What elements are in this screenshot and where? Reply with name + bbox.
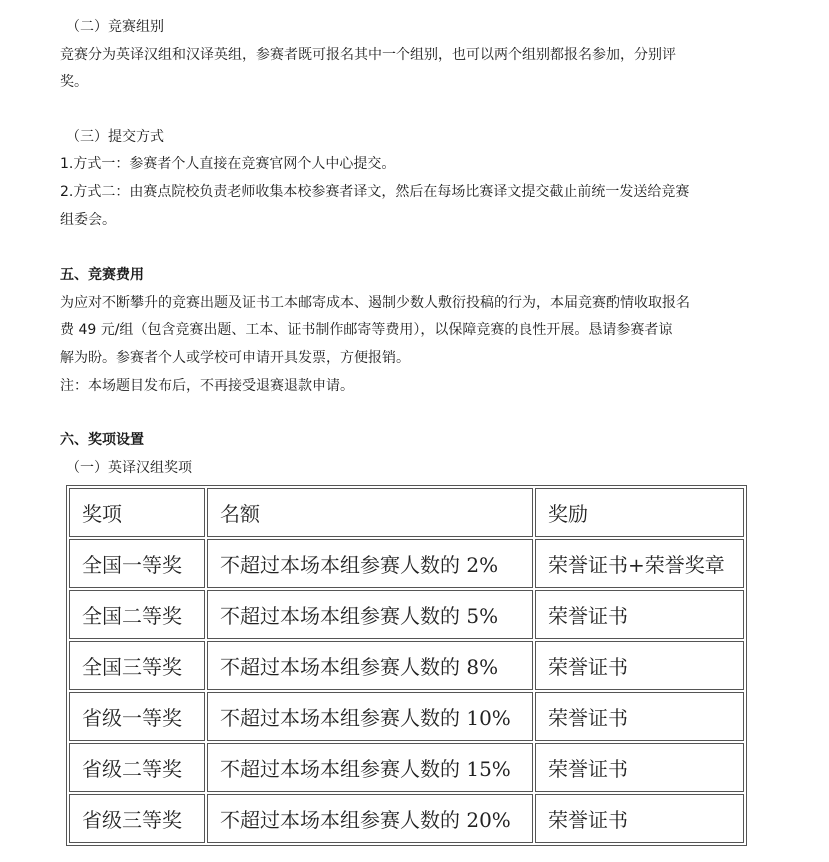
award-quota-cell: 不超过本场本组参赛人数的 20% <box>207 794 533 843</box>
group-heading: （二）竞赛组别 <box>66 19 164 35</box>
submit-line-2b: 组委会。 <box>60 211 116 228</box>
award-prize-cell: 荣誉证书 <box>535 743 744 792</box>
table-row <box>69 539 744 588</box>
table-header-cell: 名额 <box>207 488 533 537</box>
spacer <box>60 234 760 262</box>
table-header-row <box>69 488 744 537</box>
award-quota-cell: 不超过本场本组参赛人数的 10% <box>207 692 533 741</box>
award-prize-cell: 荣誉证书 <box>535 590 744 639</box>
fee-line-3: 解为盼。参赛者个人或学校可申请开具发票，方便报销。 <box>60 349 410 366</box>
table-row <box>69 794 744 843</box>
award-name-cell: 全国一等奖 <box>69 539 205 588</box>
award-quota-cell: 不超过本场本组参赛人数的 8% <box>207 641 533 690</box>
award-name-cell: 省级三等奖 <box>69 794 205 843</box>
submit-line-1: 1.方式一：参赛者个人直接在竞赛官网个人中心提交。 <box>60 156 396 173</box>
award-name-cell: 全国三等奖 <box>69 641 205 690</box>
awards-sub-heading: （一）英译汉组奖项 <box>66 459 192 476</box>
award-name-cell: 全国二等奖 <box>69 590 205 639</box>
award-prize-cell: 荣誉证书 <box>535 641 744 690</box>
award-prize-cell: 荣誉证书 <box>535 692 744 741</box>
table-row <box>69 692 744 741</box>
document-body <box>60 14 760 482</box>
awards-heading: 六、奖项设置 <box>60 432 144 449</box>
award-name-cell: 省级二等奖 <box>69 743 205 792</box>
table-header-cell: 奖励 <box>535 488 744 537</box>
award-prize-cell: 荣誉证书+荣誉奖章 <box>535 539 744 588</box>
fee-heading: 五、竞赛费用 <box>60 267 144 284</box>
table-row <box>69 590 744 639</box>
fee-line-2: 费 49 元/组（包含竞赛出题、工本、证书制作邮寄等费用），以保障竞赛的良性开展。恳请参赛者谅 <box>60 322 673 339</box>
group-body-line-2: 奖。 <box>60 74 88 91</box>
fee-line-1: 为应对不断攀升的竞赛出题及证书工本邮寄成本、遏制少数人敷衍投稿的行为，本届竞赛酌情收取报名 <box>60 294 690 311</box>
award-prize-cell: 荣誉证书 <box>535 794 744 843</box>
table-row <box>69 641 744 690</box>
spacer <box>60 400 760 427</box>
award-name-cell: 省级一等奖 <box>69 692 205 741</box>
table-header-cell: 奖项 <box>69 488 205 537</box>
spacer <box>60 97 760 124</box>
table-row <box>69 743 744 792</box>
award-table <box>66 485 747 846</box>
group-body-line-1: 竞赛分为英译汉组和汉译英组，参赛者既可报名其中一个组别，也可以两个组别都报名参加，分别评 <box>60 46 676 63</box>
award-quota-cell: 不超过本场本组参赛人数的 5% <box>207 590 533 639</box>
award-quota-cell: 不超过本场本组参赛人数的 15% <box>207 743 533 792</box>
fee-note: 注：本场题目发布后，不再接受退赛退款申请。 <box>60 377 354 394</box>
submit-line-2a: 2.方式二：由赛点院校负责老师收集本校参赛者译文，然后在每场比赛译文提交截止前统一发送给竞赛 <box>60 183 690 200</box>
award-quota-cell: 不超过本场本组参赛人数的 2% <box>207 539 533 588</box>
submit-heading: （三）提交方式 <box>66 128 164 145</box>
